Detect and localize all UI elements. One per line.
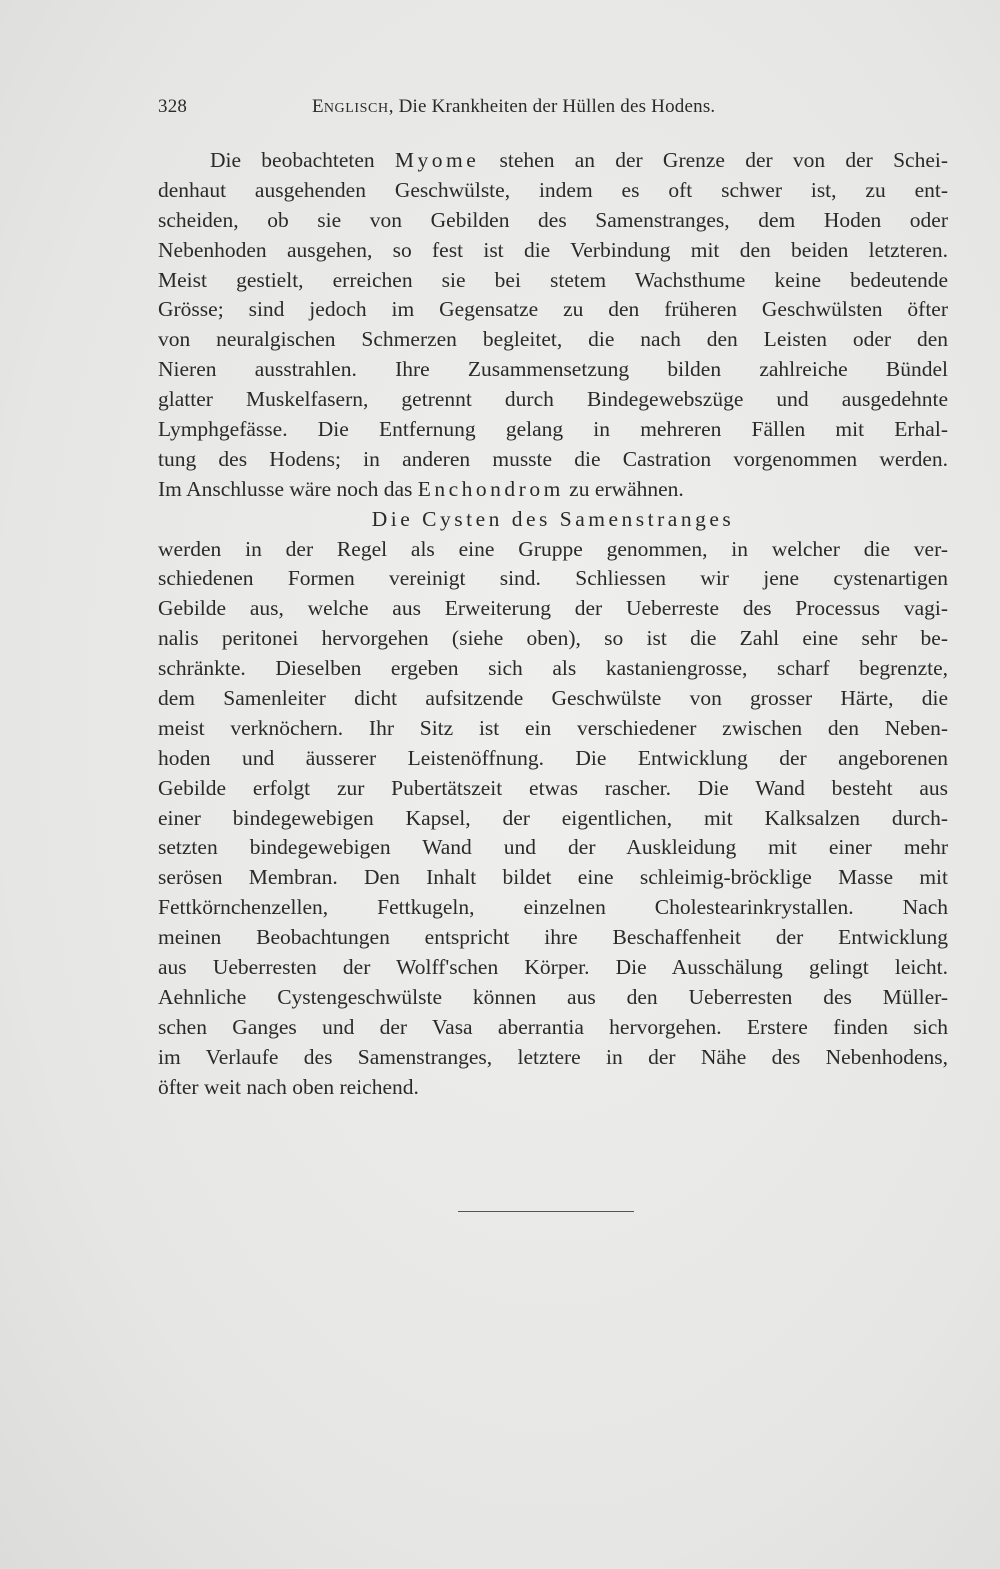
text-line: tung des Hodens; in anderen musste die Castration vorgenommen werden. [158,446,948,471]
section-heading: Die Cysten des Samenstranges [371,506,735,531]
text-line: Die beobachteten Myome stehen an der Grenze der von der Schei- [210,148,948,172]
term-enchondrom: Enchondrom [417,476,564,501]
running-header [158,96,948,126]
text-line: dem Samenleiter dicht aufsitzende Geschwülste von grosser Härte, die [158,686,948,711]
text-line: schränkte. Dieselben ergeben sich als kastaniengrosse, scharf begrenzte, [158,656,948,681]
text-line: Nebenhoden ausgehen, so fest ist die Verbindung mit den beiden letzteren. [158,237,948,262]
text-line: Nieren ausstrahlen. Ihre Zusammensetzung bilden zahlreiche Bündel [158,357,948,382]
text-line: scheiden, ob sie von Gebilden des Samenstranges, dem Hoden oder [158,207,948,232]
text-line: werden in der Regel als eine Gruppe genommen, in welcher die ver- [158,536,948,561]
page-number: 328 [158,96,188,117]
text-line: schiedenen Formen vereinigt sind. Schliessen wir jene cystenartigen [158,566,948,591]
text-line: Gebilde erfolgt zur Pubertätszeit etwas rascher. Die Wand besteht aus [158,775,948,800]
text-line: einer bindegewebigen Kapsel, der eigentlichen, mit Kalksalzen durch- [158,805,948,830]
text-line: schen Ganges und der Vasa aberrantia hervorgehen. Erstere finden sich [158,1014,948,1039]
author-initial: E [312,96,324,117]
text-line: Grösse; sind jedoch im Gegensatze zu den früheren Geschwülsten öfter [158,297,948,322]
text-line: von neuralgischen Schmerzen begleitet, die nach den Leisten oder den [158,327,948,352]
text-line: Gebilde aus, welche aus Erweiterung der Ueberreste des Processus vagi- [158,596,948,621]
text-line: meinen Beobachtungen entspricht ihre Beschaffenheit der Entwicklung [158,925,948,950]
end-rule-divider [458,1211,634,1212]
text-line: im Verlaufe des Samenstranges, letztere in der Nähe des Nebenhodens, [158,1044,948,1069]
text-line: denhaut ausgehenden Geschwülste, indem es oft schwer ist, zu ent- [158,177,948,202]
author-name-smallcaps: NGLISCH [323,101,389,116]
text-line: hoden und äusserer Leistenöffnung. Die Entwicklung der angeborenen [158,745,948,770]
text-line: serösen Membran. Den Inhalt bildet eine schleimig-bröcklige Masse mit [158,865,948,890]
text-line: öfter weit nach oben reichend. [158,1074,419,1099]
text-line: setzten bindegewebigen Wand und der Auskleidung mit einer mehr [158,835,948,860]
running-title [312,96,715,118]
text-line: Lymphgefässe. Die Entfernung gelang in mehreren Fällen mit Erhal- [158,417,948,442]
text-line: glatter Muskelfasern, getrennt durch Bindegewebszüge und ausgedehnte [158,387,948,412]
text-line: Im Anschlusse wäre noch das Enchondrom zu erwähnen. [158,476,684,501]
chapter-title: , Die Krankheiten der Hüllen des Hodens. [388,96,716,117]
text-line: Aehnliche Cystengeschwülste können aus den Ueberresten des Müller- [158,984,948,1009]
text-line: aus Ueberresten der Wolff'schen Körper. Die Ausschälung gelingt leicht. [158,955,948,980]
text-line: nalis peritonei hervorgehen (siehe oben), so ist die Zahl eine sehr be- [158,626,948,651]
text-line: Fettkörnchenzellen, Fettkugeln, einzelnen Cholestearinkrystallen. Nach [158,895,948,920]
text-line: meist verknöchern. Ihr Sitz ist ein verschiedener zwischen den Neben- [158,715,948,740]
body-text [158,146,948,1103]
text-line: Meist gestielt, erreichen sie bei stetem Wachsthume keine bedeutende [158,267,948,292]
term-myome: Myome [394,148,480,172]
